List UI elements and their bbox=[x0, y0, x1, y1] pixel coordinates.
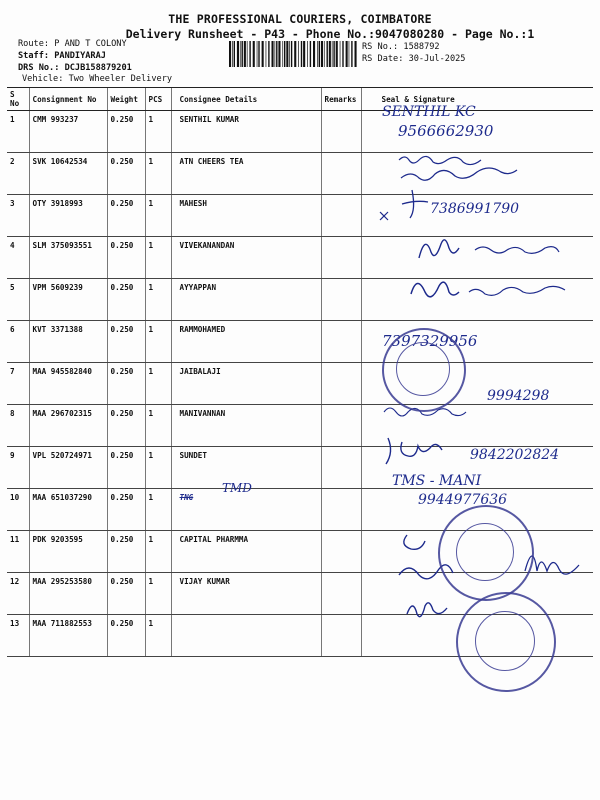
cell-weight: 0.250 bbox=[107, 237, 145, 279]
cell-sno: 1 bbox=[7, 111, 29, 153]
cell-sno: 3 bbox=[7, 195, 29, 237]
cell-seal bbox=[361, 111, 593, 153]
cell-weight: 0.250 bbox=[107, 531, 145, 573]
cell-weight: 0.250 bbox=[107, 321, 145, 363]
cell-consignee: MAHESH bbox=[171, 195, 321, 237]
cell-consignment: KVT 3371388 bbox=[29, 321, 107, 363]
cell-consignment: MAA 296702315 bbox=[29, 405, 107, 447]
handwritten-phone-row10: 9944977636 bbox=[418, 492, 508, 508]
cell-weight: 0.250 bbox=[107, 195, 145, 237]
table-row bbox=[7, 447, 593, 489]
cell-sno: 4 bbox=[7, 237, 29, 279]
runsheet-title: Delivery Runsheet - P43 - Phone No.:9047080280 - Page No.:1 bbox=[125, 27, 535, 41]
cell-weight: 0.250 bbox=[107, 279, 145, 321]
cell-pcs: 1 bbox=[145, 363, 171, 405]
cell-consignee: TNG bbox=[171, 489, 321, 531]
cell-pcs: 1 bbox=[145, 573, 171, 615]
pharma-stamp-bottom bbox=[456, 592, 556, 692]
cell-weight: 0.250 bbox=[107, 615, 145, 657]
cell-remarks bbox=[321, 405, 361, 447]
signature-row5 bbox=[405, 272, 580, 308]
col-header-remarks: Remarks bbox=[321, 88, 361, 111]
cell-consignment: PDK 9203595 bbox=[29, 531, 107, 573]
table-row bbox=[7, 405, 593, 447]
company-title: THE PROFESSIONAL COURIERS, COIMBATORE bbox=[168, 12, 432, 26]
rs-number: RS No.: 1588792 bbox=[362, 42, 440, 52]
cell-pcs: 1 bbox=[145, 195, 171, 237]
signature-row3 bbox=[378, 186, 438, 226]
pharma-stamp-middle bbox=[438, 505, 534, 601]
handwritten-phone-row9: 9842202824 bbox=[470, 447, 560, 463]
cell-sno: 7 bbox=[7, 363, 29, 405]
handwritten-tmd: TMD bbox=[222, 481, 252, 495]
rs-date: RS Date: 30-Jul-2025 bbox=[362, 54, 466, 64]
cell-weight: 0.250 bbox=[107, 573, 145, 615]
cell-consignment: VPL 520724971 bbox=[29, 447, 107, 489]
cell-sno: 11 bbox=[7, 531, 29, 573]
cell-consignment: OTY 3918993 bbox=[29, 195, 107, 237]
cell-pcs: 1 bbox=[145, 531, 171, 573]
cell-pcs: 1 bbox=[145, 321, 171, 363]
cell-sno: 13 bbox=[7, 615, 29, 657]
cell-remarks bbox=[321, 363, 361, 405]
handwritten-name-row1: SENTHIL KC bbox=[382, 104, 476, 120]
signature-row2 bbox=[395, 150, 545, 184]
handwritten-phone-row1: 9566662930 bbox=[398, 122, 494, 140]
cell-pcs: 1 bbox=[145, 279, 171, 321]
cell-weight: 0.250 bbox=[107, 405, 145, 447]
cell-weight: 0.250 bbox=[107, 363, 145, 405]
barcode bbox=[229, 41, 357, 67]
col-header-weight: Weight bbox=[107, 88, 145, 111]
cell-consignment: VPM 5609239 bbox=[29, 279, 107, 321]
cell-consignee: VIJAY KUMAR bbox=[171, 573, 321, 615]
cell-remarks bbox=[321, 153, 361, 195]
cell-pcs: 1 bbox=[145, 489, 171, 531]
cell-consignment: CMM 993237 bbox=[29, 111, 107, 153]
handwritten-phone-row3: 7386991790 bbox=[430, 201, 520, 217]
cell-consignment: SVK 10642534 bbox=[29, 153, 107, 195]
cell-sno: 8 bbox=[7, 405, 29, 447]
col-header-consignee: Consignee Details bbox=[171, 88, 321, 111]
cell-remarks bbox=[321, 489, 361, 531]
cell-consignee: AYYAPPAN bbox=[171, 279, 321, 321]
cell-consignee: JAIBALAJI bbox=[171, 363, 321, 405]
signature-row4 bbox=[415, 228, 565, 268]
cell-consignment: SLM 375093551 bbox=[29, 237, 107, 279]
cell-consignment: MAA 711882553 bbox=[29, 615, 107, 657]
cell-consignment: MAA 945582840 bbox=[29, 363, 107, 405]
table-header-row bbox=[7, 88, 593, 111]
table-row bbox=[7, 321, 593, 363]
signature-row9 bbox=[380, 432, 480, 470]
cell-consignee: RAMMOHAMED bbox=[171, 321, 321, 363]
handwritten-phone-row8: 9994298 bbox=[487, 388, 550, 404]
cell-consignment: MAA 651037290 bbox=[29, 489, 107, 531]
handwritten-name-row10: TMS - MANI bbox=[392, 473, 482, 489]
col-header-pcs: PCS bbox=[145, 88, 171, 111]
cell-remarks bbox=[321, 447, 361, 489]
handwritten-phone-row6: 7397329956 bbox=[382, 332, 478, 350]
cell-consignee: ATN CHEERS TEA bbox=[171, 153, 321, 195]
cell-sno: 5 bbox=[7, 279, 29, 321]
col-header-seal: Seal & Signature bbox=[361, 88, 593, 111]
cell-remarks bbox=[321, 573, 361, 615]
cell-sno: 6 bbox=[7, 321, 29, 363]
cell-remarks bbox=[321, 531, 361, 573]
cell-pcs: 1 bbox=[145, 405, 171, 447]
cell-remarks bbox=[321, 195, 361, 237]
cell-consignee: VIVEKANANDAN bbox=[171, 237, 321, 279]
cell-pcs: 1 bbox=[145, 237, 171, 279]
cell-sno: 2 bbox=[7, 153, 29, 195]
cell-consignee: SUNDET bbox=[171, 447, 321, 489]
route-label: Route: P AND T COLONY bbox=[18, 39, 127, 49]
table-row bbox=[7, 363, 593, 405]
cell-sno: 12 bbox=[7, 573, 29, 615]
cell-sno: 10 bbox=[7, 489, 29, 531]
cell-weight: 0.250 bbox=[107, 489, 145, 531]
cell-remarks bbox=[321, 615, 361, 657]
cell-remarks bbox=[321, 321, 361, 363]
cell-pcs: 1 bbox=[145, 615, 171, 657]
drs-number: DRS No.: DCJB158879201 bbox=[18, 63, 132, 73]
cell-consignee: CAPITAL PHARMMA bbox=[171, 531, 321, 573]
cell-consignment: MAA 295253580 bbox=[29, 573, 107, 615]
vehicle-label: Vehicle: Two Wheeler Delivery bbox=[22, 74, 173, 84]
cell-consignee bbox=[171, 615, 321, 657]
cell-consignee: SENTHIL KUMAR bbox=[171, 111, 321, 153]
staff-label: Staff: PANDIYARAJ bbox=[18, 51, 106, 61]
cell-sno: 9 bbox=[7, 447, 29, 489]
table-row bbox=[7, 111, 593, 153]
cell-weight: 0.250 bbox=[107, 111, 145, 153]
cell-weight: 0.250 bbox=[107, 447, 145, 489]
cell-pcs: 1 bbox=[145, 153, 171, 195]
cell-consignee: MANIVANNAN bbox=[171, 405, 321, 447]
cell-remarks bbox=[321, 237, 361, 279]
cell-remarks bbox=[321, 111, 361, 153]
col-header-consignment: Consignment No bbox=[29, 88, 107, 111]
cell-pcs: 1 bbox=[145, 447, 171, 489]
pharma-stamp-top bbox=[382, 328, 466, 412]
col-header-sno: S No bbox=[7, 88, 29, 111]
cell-weight: 0.250 bbox=[107, 153, 145, 195]
cell-remarks bbox=[321, 279, 361, 321]
cell-pcs: 1 bbox=[145, 111, 171, 153]
